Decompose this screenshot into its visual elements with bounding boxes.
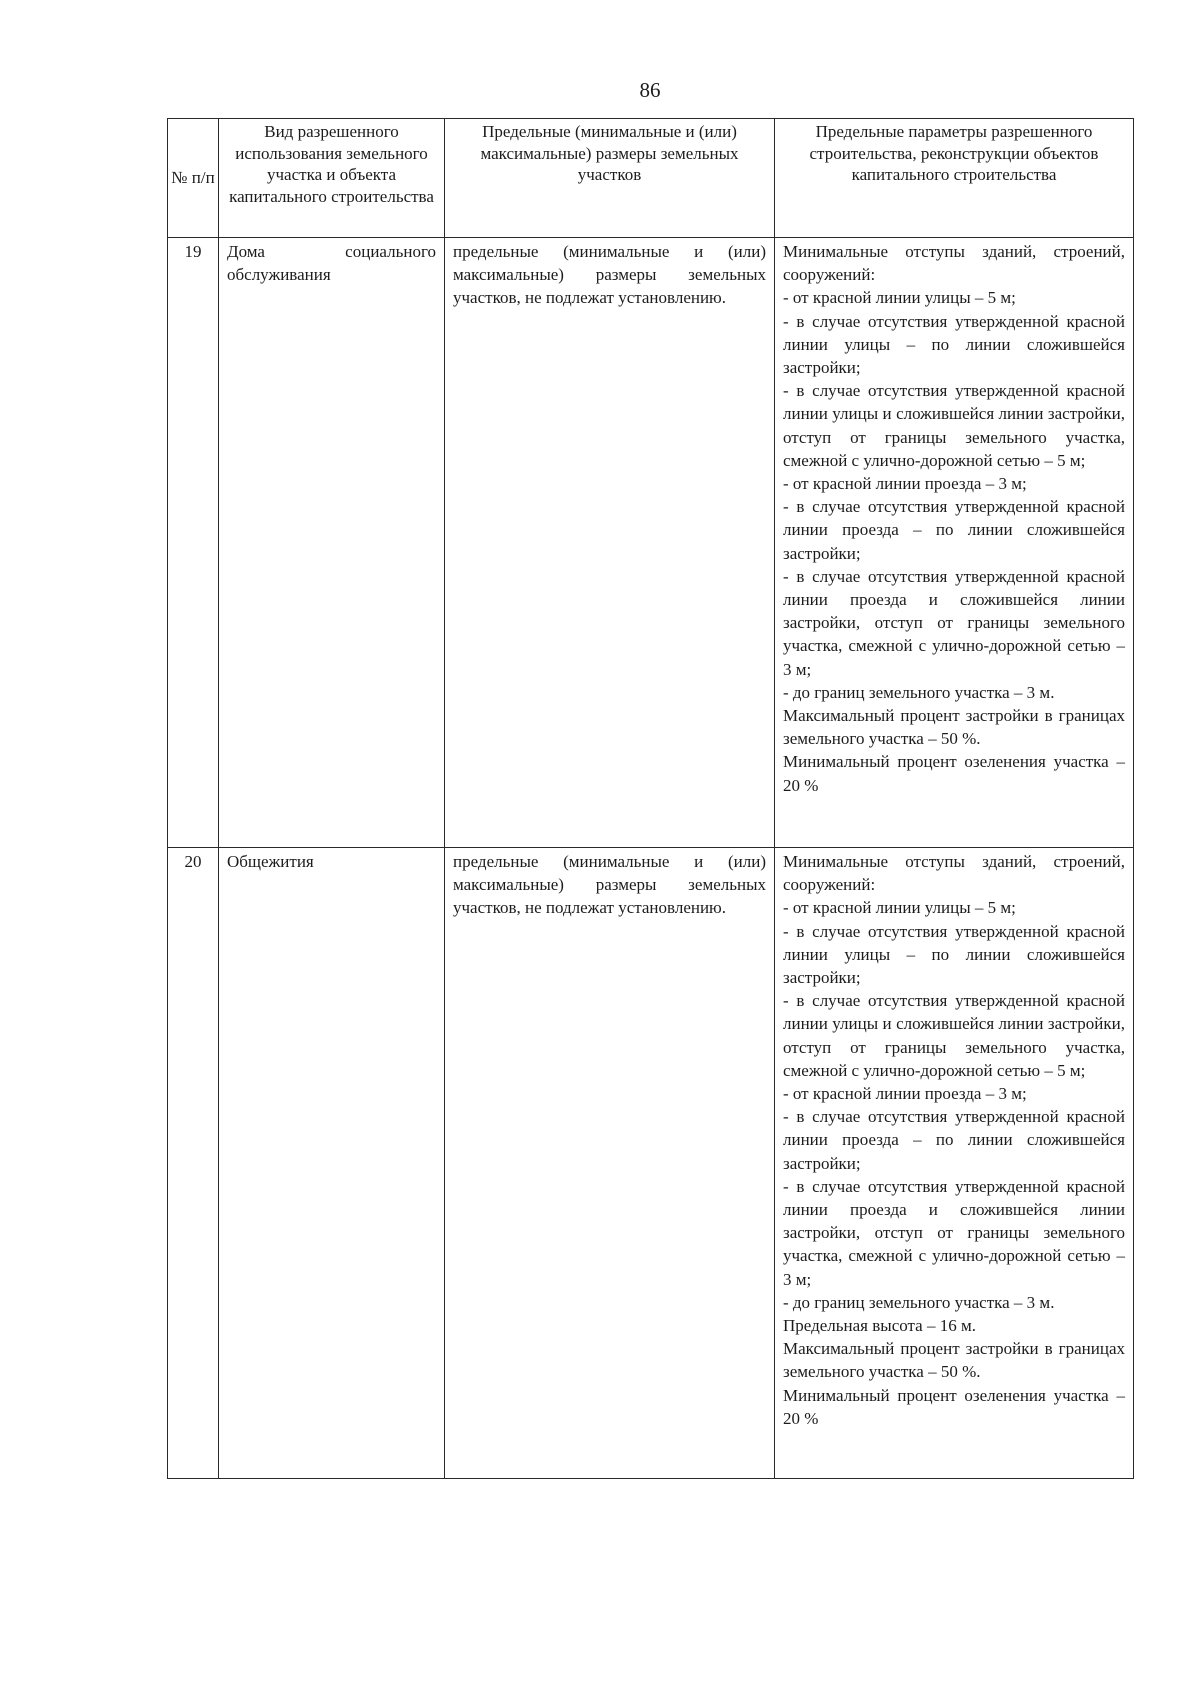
param-line: Максимальный процент застройки в границах земельного участка – 50 %. — [783, 1339, 1125, 1382]
param-line: - от красной линии проезда – 3 м; — [783, 1084, 1027, 1104]
header-build-params: Предельные параметры разрешенного строительства, реконструкции объектов капитального строительства — [775, 119, 1134, 238]
param-line: Минимальные отступы зданий, строений, сооружений: — [783, 852, 1125, 895]
header-use-type: Вид разрешенного использования земельного участка и объекта капитального строительства — [219, 119, 445, 238]
param-line: Максимальный процент застройки в границах земельного участка – 50 %. — [783, 706, 1125, 749]
param-line: - в случае отсутствия утвержденной красной линии улицы и сложившейся линии застройки, отступ от границы земельного участка, смежной с улично-дорожной сетью – 5 м; — [783, 381, 1125, 470]
page-number: 86 — [639, 78, 661, 102]
param-line: - в случае отсутствия утвержденной красной линии улицы – по линии сложившейся застройки; — [783, 311, 1125, 378]
param-line: - от красной линии проезда – 3 м; — [783, 474, 1027, 494]
table-row — [168, 238, 1134, 848]
param-line: - до границ земельного участка – 3 м. — [783, 682, 1055, 702]
param-line: Минимальный процент озеленения участка – 20 % — [783, 1385, 1125, 1428]
param-line: - в случае отсутствия утвержденной красной линии проезда и сложившейся линии застройки, отступ от границы земельного участка, смежной с улично-дорожной сетью – 3 м; — [783, 566, 1125, 679]
param-line: Минимальный процент озеленения участка – 20 % — [783, 752, 1125, 795]
use-type-cell: Общежития — [219, 848, 445, 1479]
param-line: - от красной линии улицы – 5 м; — [783, 288, 1016, 308]
table-row — [168, 848, 1134, 1479]
param-line: - в случае отсутствия утвержденной красной линии улицы и сложившейся линии застройки, отступ от границы земельного участка, смежной с улично-дорожной сетью – 5 м; — [783, 991, 1125, 1080]
plot-sizes-cell: предельные (минимальные и (или) максимальные) размеры земельных участков, не подлежат установлению. — [445, 238, 775, 848]
param-line: - в случае отсутствия утвержденной красной линии проезда – по линии сложившейся застройки; — [783, 497, 1125, 563]
row-number: 19 — [168, 238, 219, 848]
use-type-cell: Дома социального обслуживания — [219, 238, 445, 848]
param-line: Минимальные отступы зданий, строений, сооружений: — [783, 242, 1125, 285]
row-number: 20 — [168, 848, 219, 1479]
param-line: Предельная высота – 16 м. — [783, 1316, 976, 1336]
param-line: - от красной линии улицы – 5 м; — [783, 898, 1016, 918]
header-number: № п/п — [168, 119, 219, 238]
plot-sizes-cell: предельные (минимальные и (или) максимальные) размеры земельных участков, не подлежат установлению. — [445, 848, 775, 1479]
param-line: - в случае отсутствия утвержденной красной линии улицы – по линии сложившейся застройки; — [783, 921, 1125, 988]
header-plot-sizes: Предельные (минимальные и (или) максимальные) размеры земельных участков — [445, 119, 775, 238]
param-line: - в случае отсутствия утвержденной красной линии проезда и сложившейся линии застройки, отступ от границы земельного участка, смежной с улично-дорожной сетью – 3 м; — [783, 1176, 1125, 1289]
table-header-row — [168, 119, 1134, 238]
param-line: - до границ земельного участка – 3 м. — [783, 1292, 1055, 1312]
param-line: - в случае отсутствия утвержденной красной линии проезда – по линии сложившейся застройки; — [783, 1107, 1125, 1173]
build-params-cell — [775, 238, 1134, 848]
regulations-table — [167, 118, 1134, 1479]
build-params-cell — [775, 848, 1134, 1479]
